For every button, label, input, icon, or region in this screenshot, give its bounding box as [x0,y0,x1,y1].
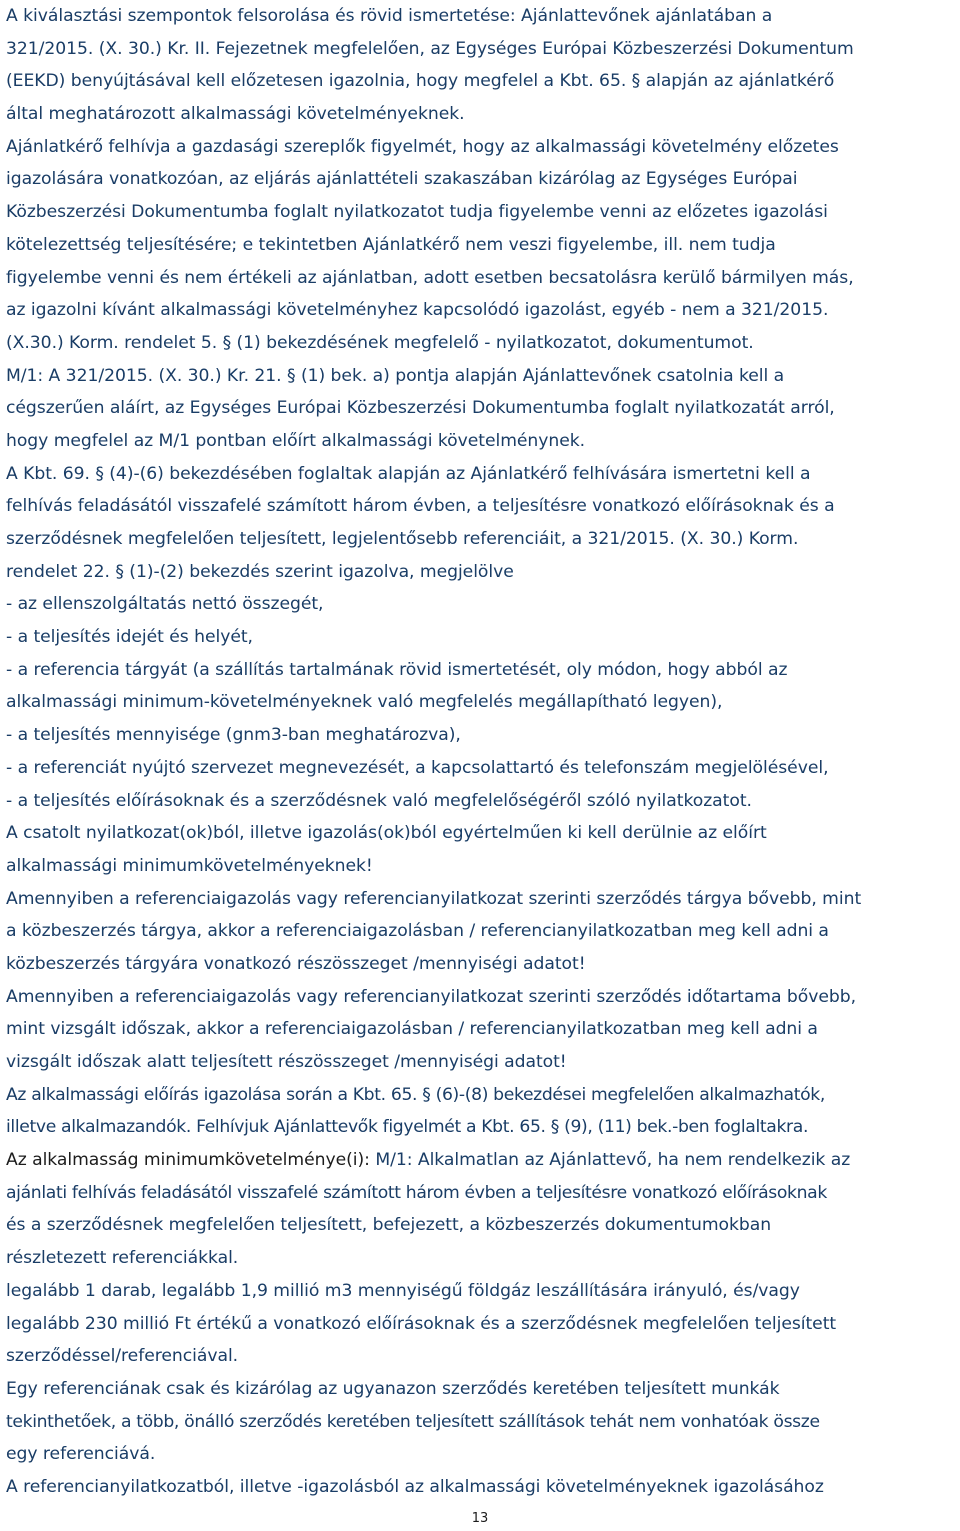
text-line: alkalmassági minimum-követelményeknek való megfelelés megállapítható legyen), [6,692,723,713]
list-item: - a teljesítés idejét és helyét, [6,627,253,648]
text-line: az igazolni kívánt alkalmassági követelményhez kapcsolódó igazolást, egyéb - nem a 321/2015. [6,300,829,321]
text-line: legalább 1 darab, legalább 1,9 millió m3 mennyiségű földgáz leszállítására irányuló, és/vagy [6,1280,800,1301]
text-line: legalább 230 millió Ft értékű a vonatkozó előírásoknak és a szerződésnek megfelelően teljesített [6,1313,837,1334]
text-line: igazolására vonatkozóan, az eljárás ajánlattételi szakaszában kizárólag az Egységes Európai [6,169,798,190]
text-line: Közbeszerzési Dokumentumba foglalt nyilatkozatot tudja figyelembe venni az előzetes igazolási [6,202,828,223]
text-line: (X.30.) Korm. rendelet 5. § (1) bekezdésének megfelelő - nyilatkozatot, dokumentumot. [6,332,754,353]
document-body [6,0,958,1504]
text-line: Egy referenciának csak és kizárólag az ugyanazon szerződés keretében teljesített munkák [6,1378,780,1399]
list-item: - a teljesítés előírásoknak és a szerződésnek való megfelelőségéről szóló nyilatkozatot. [6,790,752,811]
text-line: Ajánlatkérő felhívja a gazdasági szereplők figyelmét, hogy az alkalmassági követelmény előzetes [6,136,839,157]
text-line: szerződésnek megfelelően teljesített, legjelentősebb referenciáit, a 321/2015. (X. 30.) Korm. [6,529,799,549]
text-line: ajánlati felhívás feladásától visszafelé számított három évben a teljesítésre vonatkozó előírásoknak [6,1182,827,1203]
text-line: tekinthetőek, a több, önálló szerződés keretében teljesített szállítások tehát nem vonhatóak össze [6,1411,820,1432]
text-line: vizsgált időszak alatt teljesített részösszeget /mennyiségi adatot! [6,1052,567,1072]
text-line: A Kbt. 69. § (4)-(6) bekezdésében foglaltak alapján az Ajánlatkérő felhívására ismertetni kell a [6,463,811,484]
text-line: 321/2015. (X. 30.) Kr. II. Fejezetnek megfelelően, az Egységes Európai Közbeszerzési Dokumentum [6,38,854,59]
text-line: Az alkalmassági előírás igazolása során a Kbt. 65. § (6)-(8) bekezdései megfelelően alkalmazhatók, [6,1084,825,1105]
text-line: és a szerződésnek megfelelően teljesített, befejezett, a közbeszerzés dokumentumokban [6,1215,772,1236]
text-line: kötelezettség teljesítésére; e tekintetben Ajánlatkérő nem veszi figyelembe, ill. nem tudja [6,234,776,255]
text-line: rendelet 22. § (1)-(2) bekezdés szerint igazolva, megjelölve [6,561,514,582]
text-line: A referencianyilatkozatból, illetve -igazolásból az alkalmassági követelményeknek igazolásához [6,1476,824,1497]
page-number: 13 [471,1511,489,1526]
list-item: - az ellenszolgáltatás nettó összegét, [6,594,324,615]
list-item: - a referencia tárgyát (a szállítás tartalmának rövid ismertetését, oly módon, hogy abból az [6,659,788,680]
text-line: a közbeszerzés tárgya, akkor a referenciaigazolásban / referencianyilatkozatban meg kell adni a [6,921,829,942]
text-line: Amennyiben a referenciaigazolás vagy referencianyilatkozat szerinti szerződés tárgya bővebb, mint [6,888,862,909]
text-line: által meghatározott alkalmassági követelményeknek. [6,104,465,125]
text-line: alkalmassági minimumkövetelményeknek! [6,855,373,876]
text-line: szerződéssel/referenciával. [6,1346,239,1367]
text-line: mint vizsgált időszak, akkor a referenciaigazolásban / referencianyilatkozatban meg kell adni a [6,1019,818,1040]
text-line: figyelembe venni és nem értékeli az ajánlatban, adott esetben becsatolásra kerülő bármilyen más, [6,267,854,288]
text-line: illetve alkalmazandók. Felhívjuk Ajánlattevők figyelmét a Kbt. 65. § (9), (11) bek.-ben foglaltakra. [6,1117,809,1138]
list-item: - a referenciát nyújtó szervezet megnevezését, a kapcsolattartó és telefonszám megjelölésével, [6,757,829,778]
requirement-text: M/1: Alkalmatlan az Ajánlattevő, ha nem rendelkezik az [375,1150,851,1171]
text-line: A csatolt nyilatkozat(ok)ból, illetve igazolás(ok)ból egyértelműen ki kell derülnie az előírt [6,823,767,844]
text-line: M/1: A 321/2015. (X. 30.) Kr. 21. § (1) bek. a) pontja alapján Ajánlattevőnek csatolnia kell a [6,365,785,386]
text-line: közbeszerzés tárgyára vonatkozó részösszeget /mennyiségi adatot! [6,953,586,974]
text-line: Amennyiben a referenciaigazolás vagy referencianyilatkozat szerinti szerződés időtartama bővebb, [6,986,857,1007]
text-line: (EEKD) benyújtásával kell előzetesen igazolnia, hogy megfelel a Kbt. 65. § alapján az ajánlatkérő [6,71,835,92]
text-line: A kiválasztási szempontok felsorolása és rövid ismertetése: Ajánlattevőnek ajánlatában a [6,6,773,26]
requirement-label: Az alkalmasság minimumkövetelménye(i): [6,1150,376,1171]
requirement-heading-line [6,1144,958,1177]
text-line: felhívás feladásától visszafelé számított három évben, a teljesítésre vonatkozó előírásoknak és a [6,496,835,517]
text-line: egy referenciává. [6,1444,156,1465]
list-item: - a teljesítés mennyisége (gnm3-ban meghatározva), [6,725,461,746]
text-line: hogy megfelel az M/1 pontban előírt alkalmassági követelménynek. [6,430,586,451]
text-line: részletezett referenciákkal. [6,1248,239,1269]
text-line: cégszerűen aláírt, az Egységes Európai Közbeszerzési Dokumentumba foglalt nyilatkozatát arról, [6,398,835,419]
